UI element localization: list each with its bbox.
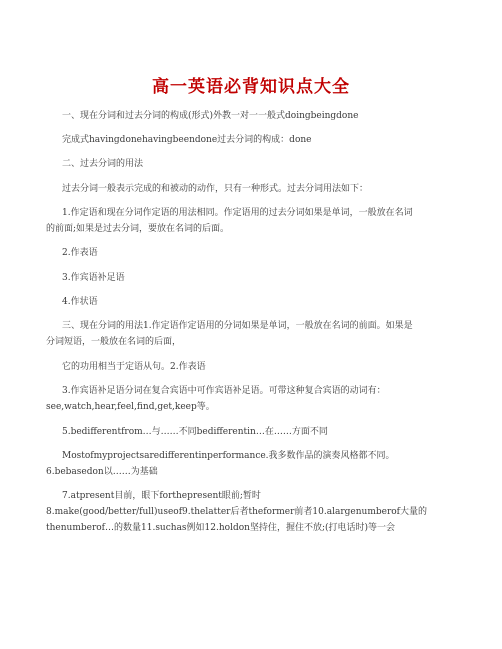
line-19: 8.make(good/better/full)useof9.thelatter后者theformer前者10.alargenumberof大量的	[46, 507, 428, 517]
line-8: 3.作宾语补足语	[62, 273, 125, 283]
line-20: thenumberof…的数量11.suchas例如12.holdon坚持住，握住不放;(打电话时)等一会	[46, 523, 395, 533]
line-14: see,watch,hear,feel,find,get,keep等。	[46, 402, 215, 412]
line-11: 分词短语，一般放在名词的后面，	[46, 337, 182, 347]
line-4: 过去分词一般表示完成的和被动的动作，只有一种形式。过去分词用法如下：	[62, 184, 369, 194]
line-12: 它的功用相当于定语从句。2.作表语	[62, 362, 206, 372]
line-16: Mostofmyprojectsaredifferentinperformance.我多数作品的演奏风格都不同。	[62, 451, 395, 461]
line-1: 一、现在分词和过去分词的构成(形式)外教一对一一般式doingbeingdone	[62, 111, 359, 121]
line-18: 7.atpresent目前，眼下forthepresent眼前;暂时	[62, 491, 261, 501]
line-6: 的前面;如果是过去分词，要放在名词的后面。	[46, 224, 230, 234]
line-17: 6.bebasedon以……为基础	[46, 467, 158, 477]
line-10: 三、现在分词的用法1.作定语作定语用的分词如果是单词，一般放在名词的前面。如果是	[62, 321, 413, 331]
document-title: 高一英语必背知识点大全	[152, 77, 350, 97]
line-2: 完成式havingdonehavingbeendone过去分词的构成：done	[62, 135, 312, 145]
line-9: 4.作状语	[62, 297, 98, 307]
line-13: 3.作宾语补足语分词在复合宾语中可作宾语补足语。可带这种复合宾语的动词有：	[62, 386, 386, 396]
line-15: 5.bedifferentfrom…与……不同bedifferentin…在……方面不同	[62, 427, 328, 437]
line-3: 二、过去分词的用法	[62, 159, 144, 169]
line-5: 1.作定语和现在分词作定语的用法相同。作定语用的过去分词如果是单词，一般放在名词	[62, 208, 413, 218]
line-7: 2.作表语	[62, 248, 98, 258]
